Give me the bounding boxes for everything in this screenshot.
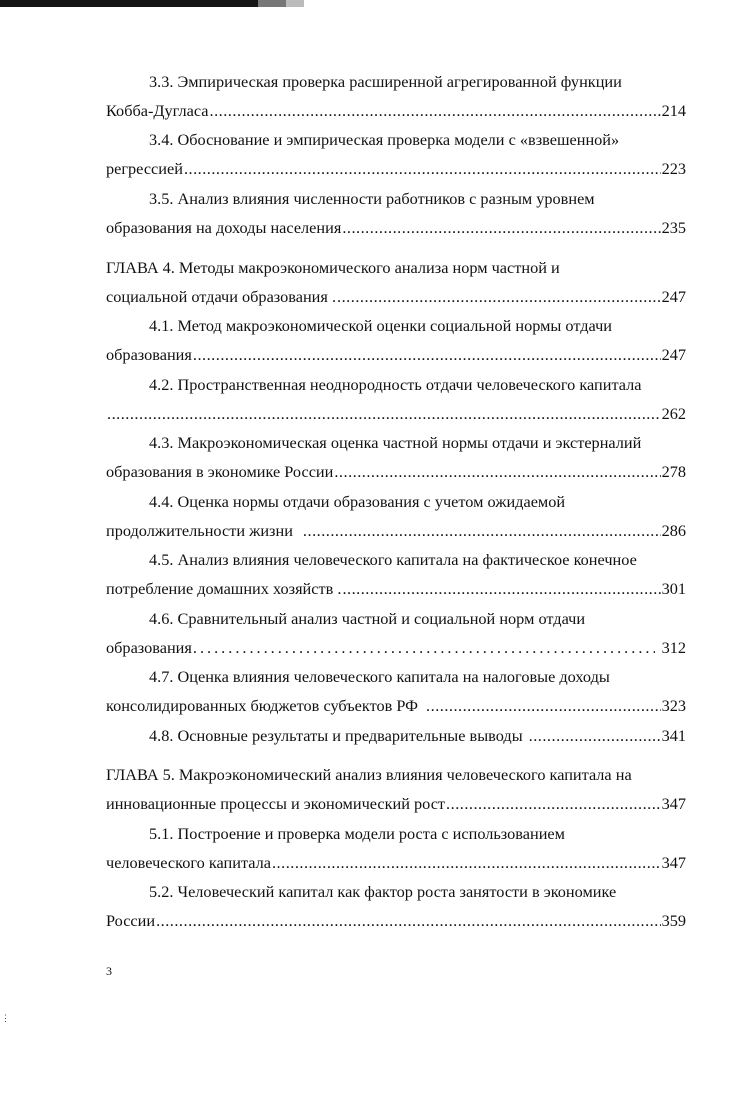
dot-leader [426,694,661,718]
toc-entry-3-5-page: 235 [661,218,686,237]
toc-entry-4-1-leader [106,343,686,367]
toc-entry-5-2-title-cont: России [106,911,156,930]
dot-leader [529,724,661,748]
dot-leader [210,99,661,123]
toc-entry-4-7-leader [106,694,686,718]
toc-entry-4-5-leader [106,577,686,601]
toc-entry-4-4-title: 4.4. Оценка нормы отдачи образования с учетом ожидаемой [149,492,566,511]
toc-entry-3-4-title-cont: регрессией [106,159,183,178]
toc-entry-3-3-title-cont: Кобба-Дугласа [106,101,209,120]
toc-entry-4-3-title: 4.3. Макроэкономическая оценка частной нормы отдачи и экстерналий [149,433,642,452]
toc-entry-4-2-page: 262 [661,404,686,423]
dot-leader [193,343,661,367]
toc-entry-3-5-title: 3.5. Анализ влияния численности работников с разным уровнем [149,189,595,208]
toc-chapter-5-title: ГЛАВА 5. Макроэкономический анализ влияния человеческого капитала на [106,765,632,784]
toc-entry-4-4-title-cont: продолжительности жизни [106,521,293,540]
scan-margin-mark: ⋮ [1,1013,10,1023]
toc-chapter-4-title-cont: социальной отдачи образования . [106,287,337,306]
toc-entry-4-4-page: 286 [661,521,686,540]
toc-entry-3-5-title-cont: образования на доходы населения [106,218,342,237]
dot-leader [342,216,660,240]
toc-entry-4-1-title-cont: образования [106,345,192,364]
toc-entry-4-8-page: 341 [661,726,686,745]
toc-entry-3-3-page: 214 [661,101,686,120]
toc-chapter-4-title: ГЛАВА 4. Методы макроэкономического анализа норм частной и [106,258,560,277]
toc-entry-4-6-title: 4.6. Сравнительный анализ частной и социальной норм отдачи [149,609,586,628]
dot-leader [446,792,661,816]
dot-leader [334,460,660,484]
dot-leader [303,519,661,543]
toc-chapter-5-page: 347 [661,794,686,813]
toc-entry-4-7-title-cont: консолидированных бюджетов субъектов РФ [106,696,419,715]
toc-entry-3-3-leader [106,99,686,123]
toc-entry-4-8 [149,724,686,748]
toc-chapter-4-leader [106,285,686,309]
toc-entry-4-3-title-cont: образования в экономике России [106,462,334,481]
toc-entry-3-3-title: 3.3. Эмпирическая проверка расширенной агрегированной функции [149,72,622,91]
toc-entry-3-5-leader [106,216,686,240]
toc-entry-4-1-title: 4.1. Метод макроэкономической оценки социальной нормы отдачи [149,316,613,335]
dot-leader [193,636,655,660]
dot-leader [156,909,661,933]
toc-entry-4-6-page: 312 [661,638,686,657]
dot-leader [342,577,660,601]
toc-entry-4-6-leader [106,636,686,660]
toc-entry-4-3-page: 278 [661,462,686,481]
toc-entry-4-5-page: 301 [661,579,686,598]
toc-entry-3-4-leader [106,157,686,181]
toc-entry-4-5-title-cont: потребление домашних хозяйств . [106,579,342,598]
toc-entry-5-2-title: 5.2. Человеческий капитал как фактор роста занятости в экономике [149,882,617,901]
toc-entry-4-4-leader [106,519,686,543]
toc-entry-5-2-page: 359 [661,911,686,930]
dot-leader [107,402,661,426]
toc-entry-5-1-title-cont: человеческого капитала [106,853,271,872]
toc-entry-4-2-title: 4.2. Пространственная неоднородность отдачи человеческого капитала [149,375,642,394]
toc-entry-5-1-leader [106,851,686,875]
toc-entry-4-2-leader [106,402,686,426]
page-number: 3 [106,964,112,978]
toc-entry-4-5-title: 4.5. Анализ влияния человеческого капитала на фактическое конечное [149,550,637,569]
toc-entry-3-4-page: 223 [661,159,686,178]
dot-leader [337,285,661,309]
toc-chapter-5-leader [106,792,686,816]
toc-entry-4-8-title: 4.8. Основные результаты и предварительные выводы [149,726,523,745]
toc-entry-4-7-page: 323 [661,696,686,715]
toc-chapter-5-title-cont: инновационные процессы и экономический рост [106,794,446,813]
toc-entry-3-4-title: 3.4. Обоснование и эмпирическая проверка модели с «взвешенной» [149,130,620,149]
toc-entry-5-1-title: 5.1. Построение и проверка модели роста с использованием [149,824,565,843]
toc-entry-5-2-leader [106,909,686,933]
toc-entry-4-6-title-cont: образования [106,638,192,657]
toc-entry-5-1-page: 347 [661,853,686,872]
toc-entry-4-7-title: 4.7. Оценка влияния человеческого капитала на налоговые доходы [149,667,610,686]
toc-entry-4-3-leader [106,460,686,484]
toc-entry-4-1-page: 247 [661,345,686,364]
toc-chapter-4-page: 247 [661,287,686,306]
dot-leader [272,851,661,875]
dot-leader [184,157,661,181]
